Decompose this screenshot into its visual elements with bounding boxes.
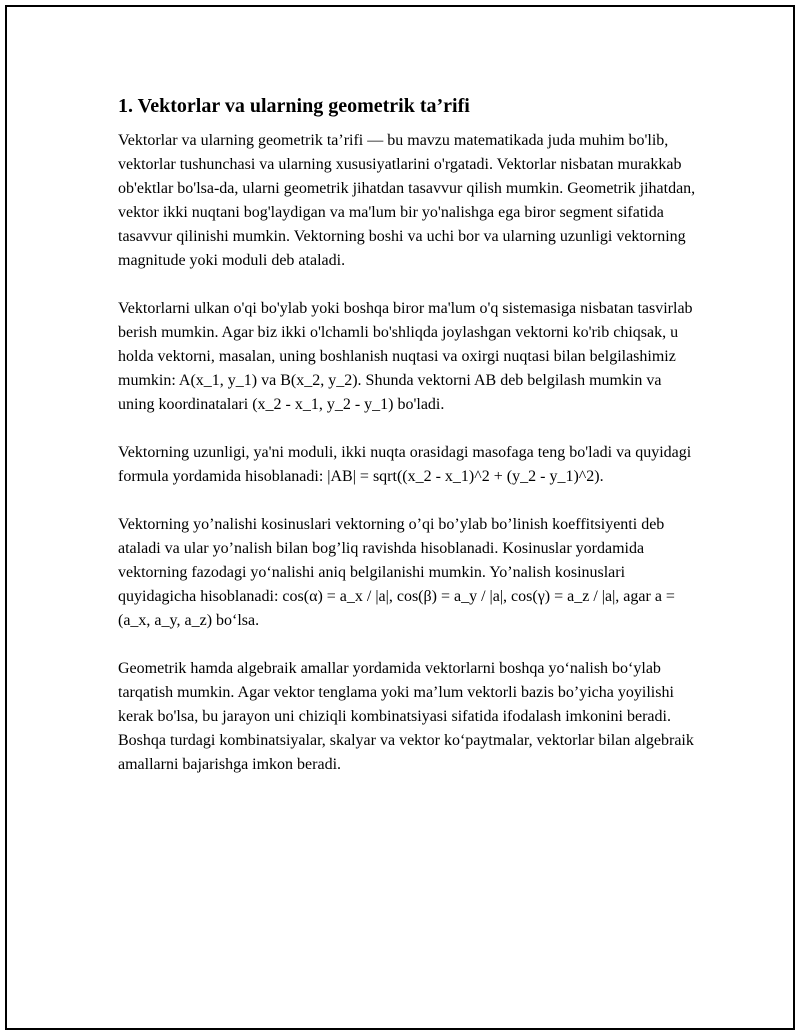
paragraph-4: Vektorning yo’nalishi kosinuslari vektorning o’qi bo’ylab bo’linish koeffitsiyenti deb ataladi va ular yo’nalish bilan bog’liq ravishda hisoblanadi. Kosinuslar yordamida vektorning fazodagi yo‘nalishi aniq belgilanishi mumkin. Yo’nalish kosinuslari quyidagicha hisoblanadi: cos(α) = a_x / |a|, cos(β) = a_y / |a|, cos(γ) = a_z / |a|, agar a = (a_x, a_y, a_z) bo‘lsa. [118, 516, 675, 629]
paragraph-5: Geometrik hamda algebraik amallar yordamida vektorlarni boshqa yo‘nalish bo‘ylab tarqatish mumkin. Agar vektor tenglama yoki ma’lum vektorli bazis bo’yicha yoyilishi kerak bo'lsa, bu jarayon uni chiziqli kombinatsiyasi sifatida ifodalash imkonini beradi. Boshqa turdagi kombinatsiyalar, skalyar va vektor ko‘paytmalar, vektorlar bilan algebraik amallarni bajarishga imkon beradi. [118, 660, 694, 773]
paragraph-1: Vektorlar va ularning geometrik ta’rifi — bu mavzu matematikada juda muhim bo'lib, vektorlar tushunchasi va ularning xususiyatlarini o'rgatadi. Vektorlar nisbatan murakkab ob'ektlar bo'lsa-da, ularni geometrik jihatdan tasavvur qilish mumkin. Geometrik jihatdan, vektor ikki nuqtani bog'laydigan va ma'lum bir yo'nalishga ega biror segment sifatida tasavvur qilinishi mumkin. Vektorning boshi va uchi bor va ularning uzunligi vektorning magnitude yoki moduli deb ataladi. [118, 132, 696, 269]
document-body [118, 92, 698, 801]
paragraph-2: Vektorlarni ulkan o'qi bo'ylab yoki boshqa biror ma'lum o'q sistemasiga nisbatan tasvirlab berish mumkin. Agar biz ikki o'lchamli bo'shliqda joylashgan vektorni ko'rib chiqsak, u holda vektorni, masalan, uning boshlanish nuqtasi va oxirgi nuqtasi bilan belgilashimiz mumkin: A(x_1, y_1) va B(x_2, y_2). Shunda vektorni AB deb belgilash mumkin va uning koordinatalari (x_2 - x_1, y_2 - y_1) bo'ladi. [118, 300, 693, 413]
section-heading: 1. Vektorlar va ularning geometrik ta’rifi [118, 95, 470, 117]
paragraph-3: Vektorning uzunligi, ya'ni moduli, ikki nuqta orasidagi masofaga teng bo'ladi va quyidagi formula yordamida hisoblanadi: |AB| = sqrt((x_2 - x_1)^2 + (y_2 - y_1)^2). [118, 444, 692, 485]
